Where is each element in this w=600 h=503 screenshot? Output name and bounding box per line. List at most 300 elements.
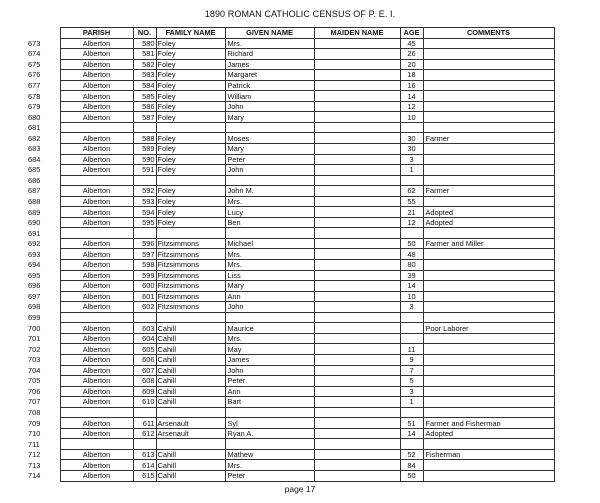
comments-cell	[423, 101, 554, 112]
comments-cell: Farmer	[423, 186, 554, 197]
family-name-cell: Foley	[156, 196, 225, 207]
number-cell: 583	[133, 70, 156, 81]
parish-cell: Alberton	[60, 133, 133, 144]
comments-cell	[423, 302, 554, 313]
maiden-name-cell	[314, 249, 400, 260]
maiden-name-cell	[314, 449, 400, 460]
number-cell: 610	[133, 397, 156, 408]
number-cell: 597	[133, 249, 156, 260]
given-name-header: GIVEN NAME	[225, 28, 314, 39]
age-cell	[400, 323, 423, 334]
number-cell	[133, 228, 156, 239]
maiden-name-cell	[314, 38, 400, 49]
row-number: 711	[28, 439, 40, 449]
comments-cell	[423, 354, 554, 365]
page-number: page 17	[284, 484, 316, 494]
family-name-cell: Fitzsimmons	[156, 281, 225, 292]
number-cell: 587	[133, 112, 156, 123]
age-cell: 3	[400, 386, 423, 397]
maiden-name-cell	[314, 144, 400, 155]
age-cell: 3	[400, 154, 423, 165]
row-number: 694	[28, 260, 41, 270]
row-number: 707	[28, 397, 41, 407]
census-table	[28, 27, 555, 482]
comments-cell	[423, 249, 554, 260]
family-name-cell: Foley	[156, 38, 225, 49]
parish-cell: Alberton	[60, 460, 133, 471]
maiden-name-cell	[314, 175, 400, 186]
given-name-cell: Ann	[225, 291, 314, 302]
maiden-name-header: MAIDEN NAME	[314, 28, 400, 39]
table-row	[28, 122, 554, 133]
family-name-cell: Foley	[156, 217, 225, 228]
row-number: 703	[28, 355, 41, 365]
row-number: 713	[28, 460, 41, 470]
given-name-cell: Mathew	[225, 449, 314, 460]
maiden-name-cell	[314, 112, 400, 123]
given-name-cell	[225, 312, 314, 323]
maiden-name-cell	[314, 196, 400, 207]
age-cell: 7	[400, 365, 423, 376]
row-number: 673	[28, 38, 41, 48]
maiden-name-cell	[314, 354, 400, 365]
age-cell	[400, 407, 423, 418]
comments-cell: Poor Laborer	[423, 323, 554, 334]
family-name-cell: Foley	[156, 101, 225, 112]
number-cell	[133, 122, 156, 133]
table-row	[28, 407, 554, 418]
family-name-cell: Arsenault	[156, 418, 225, 429]
age-cell	[400, 122, 423, 133]
row-number: 679	[28, 102, 41, 112]
family-name-cell: Cahill	[156, 470, 225, 481]
maiden-name-cell	[314, 312, 400, 323]
parish-cell: Alberton	[60, 165, 133, 176]
table-row	[28, 333, 554, 344]
row-number: 688	[28, 197, 41, 207]
given-name-cell: Ryan A.	[225, 428, 314, 439]
maiden-name-cell	[314, 439, 400, 450]
family-name-cell	[156, 228, 225, 239]
number-cell: 591	[133, 165, 156, 176]
row-number: 692	[28, 239, 41, 249]
comments-cell	[423, 38, 554, 49]
table-row	[28, 281, 554, 292]
number-cell	[133, 407, 156, 418]
family-name-cell: Foley	[156, 70, 225, 81]
maiden-name-cell	[314, 217, 400, 228]
number-cell: 607	[133, 365, 156, 376]
number-cell: 599	[133, 270, 156, 281]
number-cell: 605	[133, 344, 156, 355]
parish-cell: Alberton	[60, 291, 133, 302]
given-name-cell: Maurice	[225, 323, 314, 334]
maiden-name-cell	[314, 386, 400, 397]
family-name-cell	[156, 439, 225, 450]
age-cell: 1	[400, 397, 423, 408]
table-row	[28, 344, 554, 355]
comments-cell	[423, 144, 554, 155]
row-number: 674	[28, 49, 41, 59]
row-number-header	[28, 28, 60, 39]
comments-cell	[423, 270, 554, 281]
page-title: 1890 ROMAN CATHOLIC CENSUS OF P. E. I.	[204, 9, 396, 19]
given-name-cell: Bart	[225, 397, 314, 408]
maiden-name-cell	[314, 154, 400, 165]
table-row	[28, 144, 554, 155]
family-name-cell: Fitzsimmons	[156, 238, 225, 249]
table-row	[28, 49, 554, 60]
parish-cell: Alberton	[60, 101, 133, 112]
family-name-cell	[156, 312, 225, 323]
row-number: 705	[28, 376, 41, 386]
family-name-cell	[156, 175, 225, 186]
given-name-cell: Lucy	[225, 207, 314, 218]
maiden-name-cell	[314, 80, 400, 91]
comments-cell	[423, 376, 554, 387]
table-row	[28, 312, 554, 323]
maiden-name-cell	[314, 460, 400, 471]
row-number: 714	[28, 471, 41, 481]
family-name-cell: Foley	[156, 186, 225, 197]
comments-cell	[423, 154, 554, 165]
table-row	[28, 365, 554, 376]
comments-cell: Adopted	[423, 207, 554, 218]
given-name-cell: Michael	[225, 238, 314, 249]
parish-cell: Alberton	[60, 354, 133, 365]
parish-cell: Alberton	[60, 59, 133, 70]
row-number: 704	[28, 365, 41, 375]
row-number: 683	[28, 144, 41, 154]
parish-cell: Alberton	[60, 38, 133, 49]
maiden-name-cell	[314, 165, 400, 176]
parish-cell: Alberton	[60, 260, 133, 271]
parish-cell: Alberton	[60, 70, 133, 81]
maiden-name-cell	[314, 133, 400, 144]
parish-cell: Alberton	[60, 344, 133, 355]
maiden-name-cell	[314, 376, 400, 387]
comments-cell	[423, 196, 554, 207]
comments-cell	[423, 80, 554, 91]
table-row	[28, 449, 554, 460]
parish-cell: Alberton	[60, 249, 133, 260]
given-name-cell: John	[225, 302, 314, 313]
age-cell: 26	[400, 49, 423, 60]
parish-cell: Alberton	[60, 80, 133, 91]
table-row	[28, 228, 554, 239]
family-name-cell: Cahill	[156, 333, 225, 344]
number-cell: 588	[133, 133, 156, 144]
table-row	[28, 323, 554, 334]
age-cell: 51	[400, 418, 423, 429]
parish-cell: Alberton	[60, 281, 133, 292]
row-number: 699	[28, 313, 41, 323]
row-number: 691	[28, 228, 41, 238]
comments-cell	[423, 460, 554, 471]
given-name-cell: John	[225, 165, 314, 176]
row-number: 698	[28, 302, 41, 312]
comments-cell: Fisherman	[423, 449, 554, 460]
number-cell: 606	[133, 354, 156, 365]
family-name-cell: Foley	[156, 91, 225, 102]
age-cell	[400, 175, 423, 186]
family-name-cell	[156, 122, 225, 133]
maiden-name-cell	[314, 59, 400, 70]
comments-cell	[423, 386, 554, 397]
number-cell: 613	[133, 449, 156, 460]
parish-cell: Alberton	[60, 49, 133, 60]
given-name-cell: Patrick	[225, 80, 314, 91]
table-row	[28, 470, 554, 481]
age-cell: 11	[400, 344, 423, 355]
given-name-cell	[225, 122, 314, 133]
comments-cell	[423, 70, 554, 81]
table-row	[28, 376, 554, 387]
family-name-cell: Cahill	[156, 460, 225, 471]
table-row	[28, 112, 554, 123]
row-number: 686	[28, 175, 41, 185]
maiden-name-cell	[314, 91, 400, 102]
row-number: 701	[28, 334, 41, 344]
age-cell: 14	[400, 281, 423, 292]
given-name-cell: Mrs.	[225, 333, 314, 344]
comments-cell	[423, 281, 554, 292]
family-name-cell: Fitzsimmons	[156, 302, 225, 313]
family-name-cell: Fitzsimmons	[156, 260, 225, 271]
maiden-name-cell	[314, 365, 400, 376]
family-name-cell: Foley	[156, 165, 225, 176]
given-name-cell: Mary	[225, 281, 314, 292]
parish-cell: Alberton	[60, 470, 133, 481]
parish-cell: Alberton	[60, 196, 133, 207]
age-cell: 18	[400, 70, 423, 81]
number-cell: 592	[133, 186, 156, 197]
given-name-cell	[225, 439, 314, 450]
age-cell: 50	[400, 470, 423, 481]
family-name-cell: Cahill	[156, 365, 225, 376]
row-number: 687	[28, 186, 41, 196]
age-cell: 21	[400, 207, 423, 218]
number-cell: 590	[133, 154, 156, 165]
row-number: 684	[28, 154, 41, 164]
age-cell: 48	[400, 249, 423, 260]
row-number: 700	[28, 323, 41, 333]
table-row	[28, 397, 554, 408]
row-number: 709	[28, 418, 41, 428]
maiden-name-cell	[314, 281, 400, 292]
given-name-cell: Peter	[225, 376, 314, 387]
maiden-name-cell	[314, 344, 400, 355]
number-cell: 595	[133, 217, 156, 228]
number-cell: 608	[133, 376, 156, 387]
comments-cell	[423, 333, 554, 344]
given-name-cell: Peter	[225, 154, 314, 165]
given-name-cell: Mary	[225, 112, 314, 123]
row-number: 690	[28, 218, 41, 228]
number-cell: 582	[133, 59, 156, 70]
given-name-cell	[225, 407, 314, 418]
table-row	[28, 154, 554, 165]
table-row	[28, 186, 554, 197]
age-cell	[400, 439, 423, 450]
age-cell: 10	[400, 112, 423, 123]
maiden-name-cell	[314, 333, 400, 344]
number-cell: 603	[133, 323, 156, 334]
maiden-name-cell	[314, 302, 400, 313]
age-cell: 55	[400, 196, 423, 207]
family-name-cell: Cahill	[156, 386, 225, 397]
maiden-name-cell	[314, 101, 400, 112]
given-name-cell: Margaret	[225, 70, 314, 81]
comments-cell: Farmer and Fisherman	[423, 418, 554, 429]
comments-cell	[423, 407, 554, 418]
parish-cell: Alberton	[60, 333, 133, 344]
number-cell: 600	[133, 281, 156, 292]
comments-cell	[423, 165, 554, 176]
maiden-name-cell	[314, 407, 400, 418]
family-name-cell: Fitzsimmons	[156, 249, 225, 260]
given-name-cell: William	[225, 91, 314, 102]
row-number: 682	[28, 133, 41, 143]
family-name-cell: Cahill	[156, 397, 225, 408]
given-name-cell: James	[225, 59, 314, 70]
table-row	[28, 270, 554, 281]
parish-cell	[60, 228, 133, 239]
maiden-name-cell	[314, 428, 400, 439]
number-cell: 604	[133, 333, 156, 344]
row-number: 702	[28, 344, 41, 354]
row-number: 695	[28, 270, 41, 280]
age-cell	[400, 312, 423, 323]
given-name-cell: Liss	[225, 270, 314, 281]
table-row	[28, 260, 554, 271]
parish-cell: Alberton	[60, 428, 133, 439]
table-row	[28, 101, 554, 112]
number-cell: 598	[133, 260, 156, 271]
number-cell: 596	[133, 238, 156, 249]
age-cell: 12	[400, 101, 423, 112]
parish-cell: Alberton	[60, 186, 133, 197]
family-name-cell: Foley	[156, 133, 225, 144]
parish-cell: Alberton	[60, 302, 133, 313]
age-cell: 62	[400, 186, 423, 197]
parish-cell	[60, 312, 133, 323]
table-row	[28, 249, 554, 260]
family-name-cell: Foley	[156, 80, 225, 91]
family-name-cell: Arsenault	[156, 428, 225, 439]
comments-cell	[423, 175, 554, 186]
number-cell: 614	[133, 460, 156, 471]
parish-cell: Alberton	[60, 91, 133, 102]
table-row	[28, 418, 554, 429]
maiden-name-cell	[314, 291, 400, 302]
given-name-cell	[225, 228, 314, 239]
age-cell: 3	[400, 302, 423, 313]
table-row	[28, 70, 554, 81]
age-cell: 39	[400, 270, 423, 281]
table-row	[28, 207, 554, 218]
parish-cell: Alberton	[60, 397, 133, 408]
table-row	[28, 165, 554, 176]
given-name-cell: James	[225, 354, 314, 365]
given-name-cell: Ben	[225, 217, 314, 228]
parish-cell	[60, 439, 133, 450]
age-cell: 14	[400, 428, 423, 439]
age-cell: 1	[400, 165, 423, 176]
given-name-cell: Mrs.	[225, 196, 314, 207]
given-name-cell: Peter	[225, 470, 314, 481]
parish-cell	[60, 122, 133, 133]
number-cell: 601	[133, 291, 156, 302]
family-name-cell: Foley	[156, 112, 225, 123]
age-cell: 14	[400, 91, 423, 102]
age-cell: 84	[400, 460, 423, 471]
row-number: 696	[28, 281, 41, 291]
family-name-cell	[156, 407, 225, 418]
number-cell: 615	[133, 470, 156, 481]
parish-cell	[60, 407, 133, 418]
header-row	[28, 28, 554, 39]
row-number: 678	[28, 91, 41, 101]
age-cell: 5	[400, 376, 423, 387]
table-row	[28, 302, 554, 313]
family-name-cell: Foley	[156, 59, 225, 70]
table-row	[28, 428, 554, 439]
age-cell	[400, 228, 423, 239]
family-name-cell: Cahill	[156, 344, 225, 355]
age-cell: 30	[400, 144, 423, 155]
parish-cell: Alberton	[60, 376, 133, 387]
parish-cell	[60, 175, 133, 186]
row-number: 676	[28, 70, 41, 80]
table-row	[28, 91, 554, 102]
comments-cell	[423, 59, 554, 70]
number-cell: 594	[133, 207, 156, 218]
maiden-name-cell	[314, 186, 400, 197]
given-name-cell: Moses	[225, 133, 314, 144]
maiden-name-cell	[314, 470, 400, 481]
row-number: 706	[28, 386, 41, 396]
family-name-cell: Fitzsimmons	[156, 291, 225, 302]
table-row	[28, 460, 554, 471]
maiden-name-cell	[314, 260, 400, 271]
parish-cell: Alberton	[60, 418, 133, 429]
number-cell: 609	[133, 386, 156, 397]
number-cell: 581	[133, 49, 156, 60]
table-row	[28, 439, 554, 450]
comments-cell	[423, 122, 554, 133]
age-cell: 9	[400, 354, 423, 365]
parish-cell: Alberton	[60, 207, 133, 218]
family-name-cell: Cahill	[156, 449, 225, 460]
number-cell: 612	[133, 428, 156, 439]
maiden-name-cell	[314, 238, 400, 249]
comments-cell	[423, 112, 554, 123]
row-number: 680	[28, 112, 41, 122]
table-row	[28, 354, 554, 365]
given-name-cell: John M.	[225, 186, 314, 197]
table-row	[28, 38, 554, 49]
given-name-cell: Richard	[225, 49, 314, 60]
parish-header: PARISH	[60, 28, 133, 39]
family-name-cell: Fitzsimmons	[156, 270, 225, 281]
family-name-cell: Foley	[156, 144, 225, 155]
comments-cell	[423, 439, 554, 450]
table-row	[28, 59, 554, 70]
age-cell: 20	[400, 59, 423, 70]
given-name-cell: Mrs.	[225, 460, 314, 471]
age-cell: 45	[400, 38, 423, 49]
